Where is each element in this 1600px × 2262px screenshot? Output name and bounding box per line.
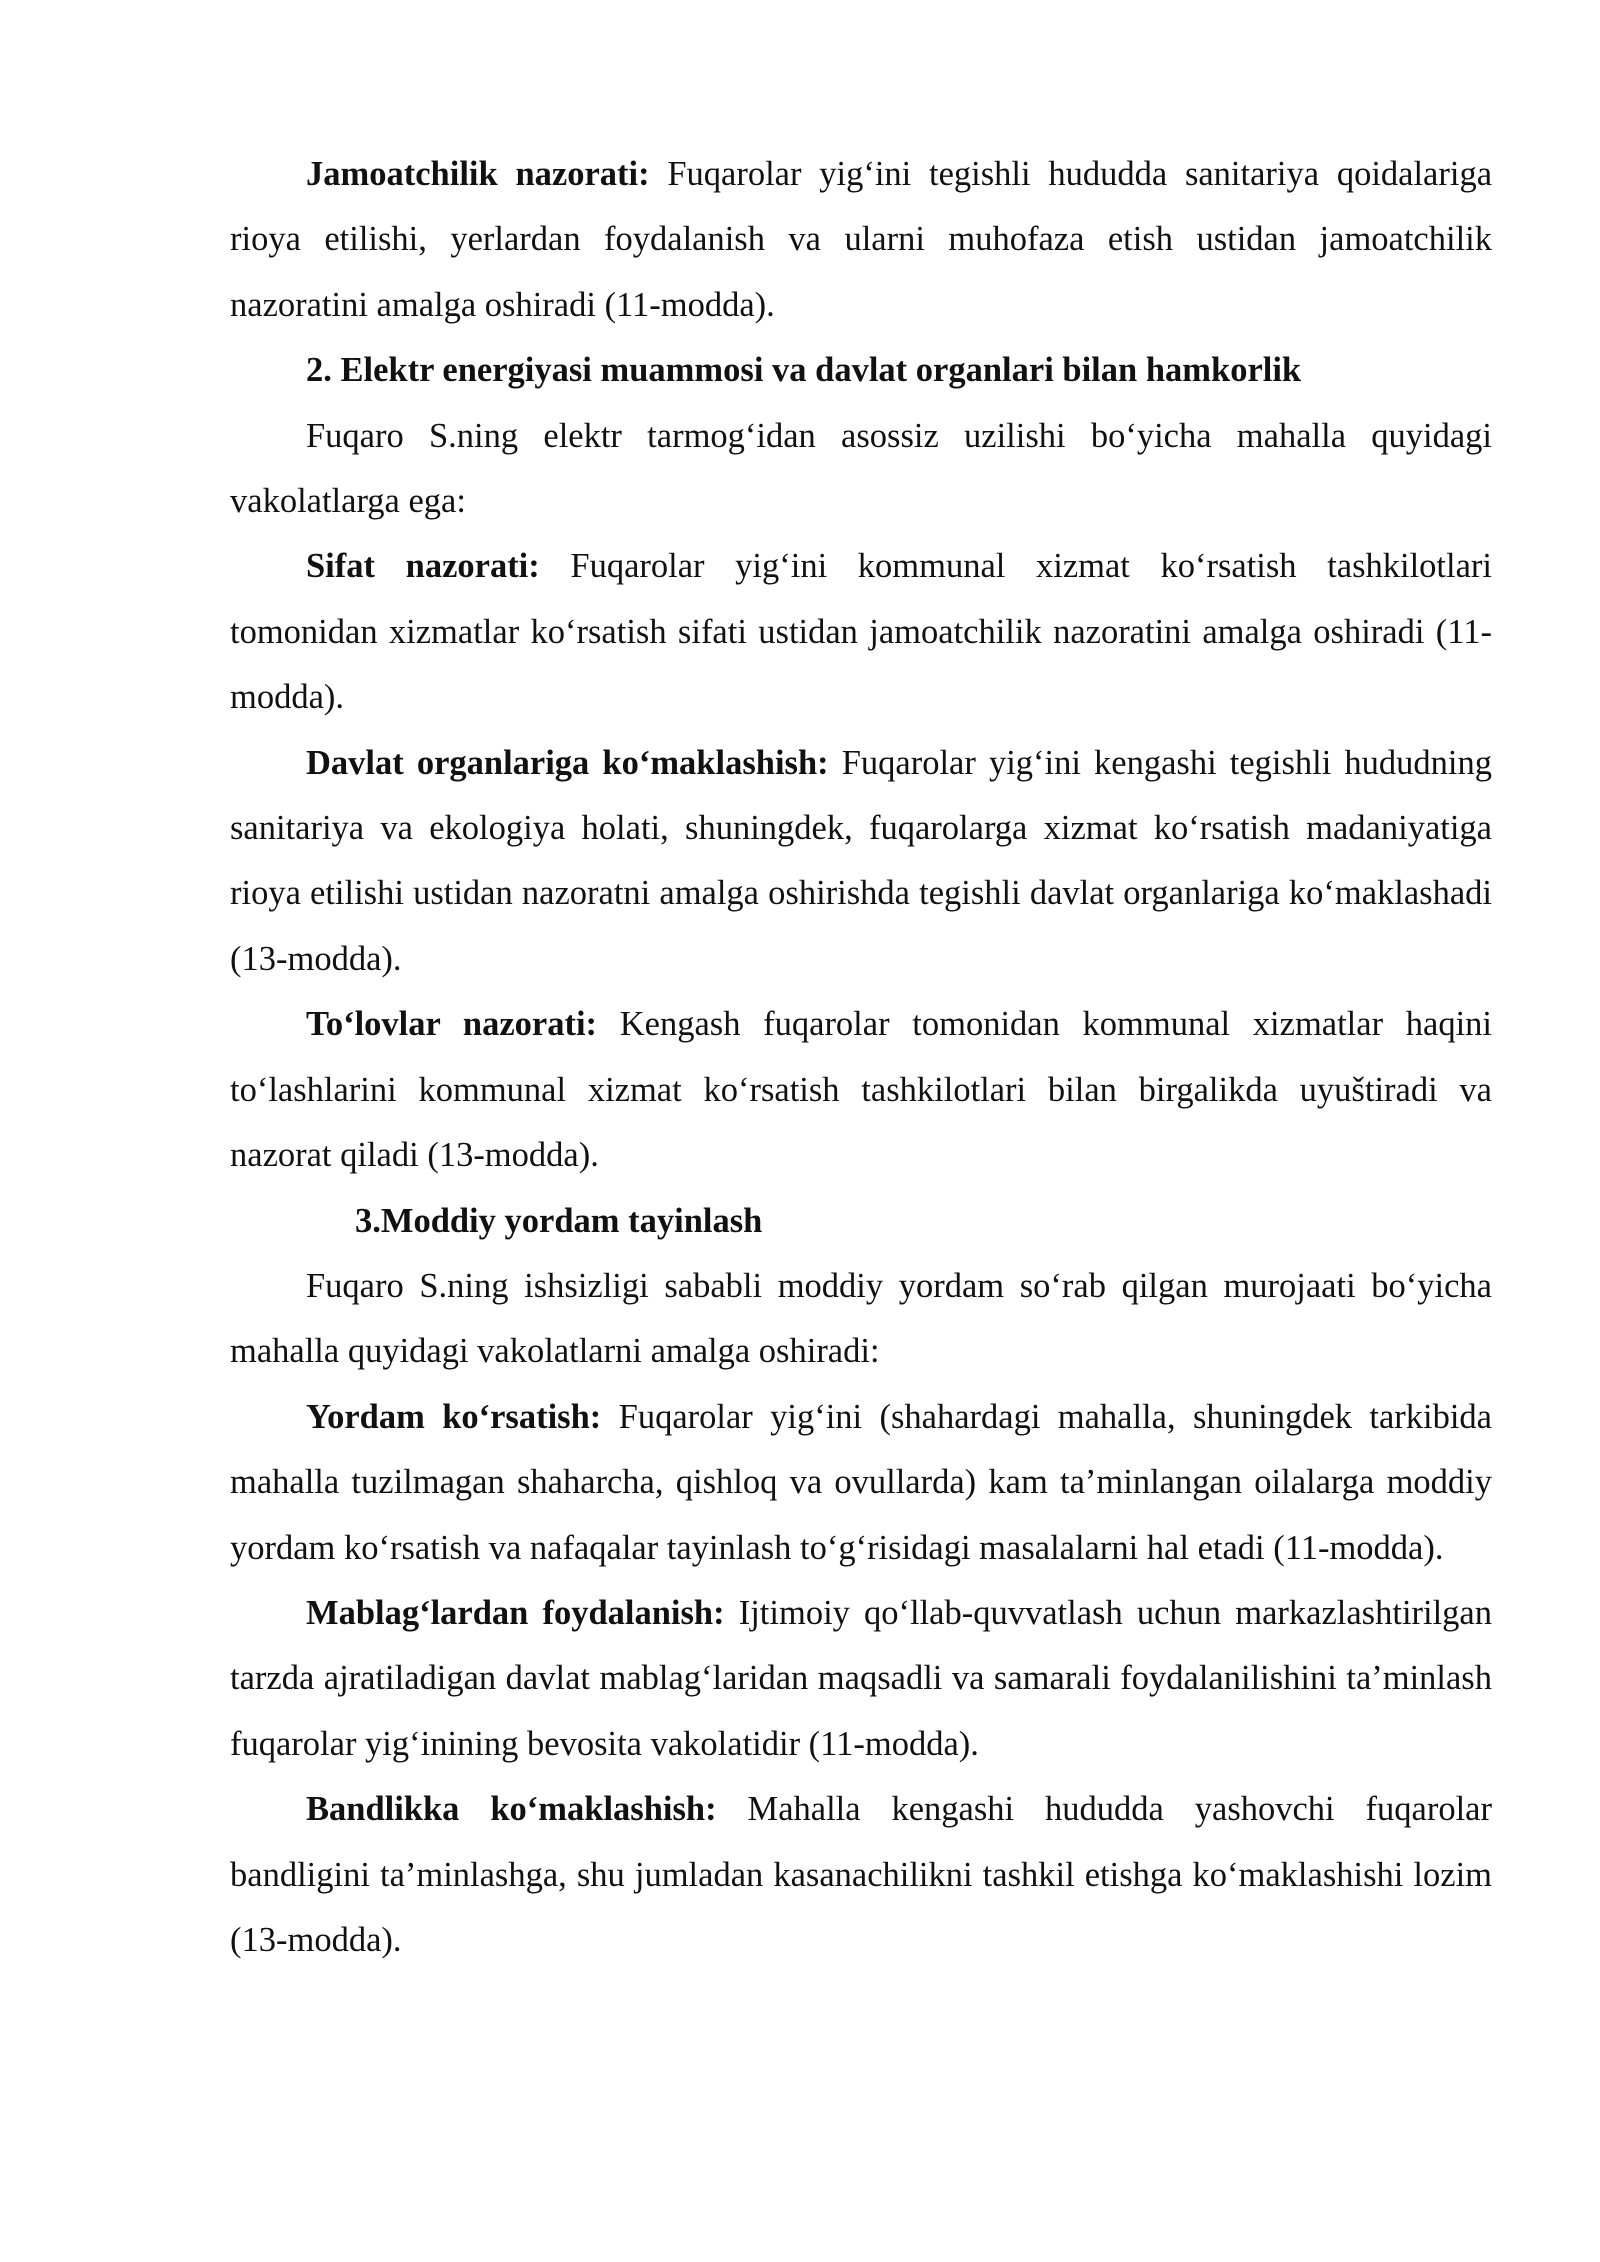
paragraph-bandlikka-komaklashish xyxy=(230,1777,1492,1973)
paragraph-yordam-korsatish xyxy=(230,1385,1492,1581)
paragraph-term: Jamoatchilik nazorati: xyxy=(306,155,650,193)
paragraph-mablaglardan-foydalanish xyxy=(230,1581,1492,1777)
section-heading-2: 2. Elektr energiyasi muammosi va davlat organlari bilan hamkorlik xyxy=(306,351,1302,390)
paragraph-intro-unemployment xyxy=(230,1254,1536,1385)
paragraph-term: Mablag‘lardan foydalanish: xyxy=(306,1593,725,1632)
paragraph-tolovlar-nazorati xyxy=(230,992,1492,1188)
paragraph-text: Fuqarolar yig‘ini kommunal xizmat ko‘rsatish tashkilotlari tomonidan xizmatlar ko‘rsatish sifati ustidan jamoatchilik nazoratini amalga oshiradi (11-modda). xyxy=(230,547,1492,717)
paragraph-text: Ijtimoiy qo‘llab-quvvatlash uchun markazlashtirilgan tarzda ajratiladigan davlat mablag‘laridan maqsadli va samarali foydalanilishini ta’minlash fuqarolar yig‘inining bevosita vakolatidir (11-modda). xyxy=(230,1593,1492,1763)
paragraph-text: Mahalla kengashi hududda yashovchi fuqarolar bandligini ta’minlashga, shu jumladan kasanachilikni tashkil etishga ko‘maklashishi lozim (13-modda). xyxy=(230,1790,1492,1959)
paragraph-davlat-organlariga xyxy=(230,731,1492,993)
paragraph-text: Fuqarolar yig‘ini kengashi tegishli hududning sanitariya va ekologiya holati, shuningdek, fuqarolarga xizmat ko‘rsatish madaniyatiga rioya etilishi ustidan nazoratni amalga oshirishda tegishli davlat organlariga ko‘maklashadi (13-modda). xyxy=(230,743,1492,978)
paragraph-term: Yordam ko‘rsatish: xyxy=(306,1397,602,1436)
paragraph-term: To‘lovlar nazorati: xyxy=(306,1005,598,1044)
paragraph-text: Fuqarolar yig‘ini tegishli hududda sanitariya qoidalariga rioya etilishi, yerlardan foydalanish va ularni muhofaza etish ustidan jamoatchilik nazoratini amalga oshiradi (11-modda). xyxy=(230,155,1493,324)
paragraph-term: Davlat organlariga ko‘maklashish: xyxy=(306,743,829,782)
paragraph-text: Fuqaro S.ning elektr tarmog‘idan asossiz uzilishi bo‘yicha mahalla quyidagi vakolatlarga ega: xyxy=(230,416,1492,521)
section-heading-3: 3.Moddiy yordam tayinlash xyxy=(355,1201,763,1240)
paragraph-jamoatchilik-nazorati xyxy=(230,142,1492,338)
paragraph-text: Kengash fuqarolar tomonidan kommunal xizmatlar haqini to‘lashlarini kommunal xizmat ko‘rsatish tashkilotlari bilan birgalikda uyuštiradi va nazorat qiladi (13-modda). xyxy=(230,1005,1493,1175)
document-page xyxy=(230,142,1536,1973)
paragraph-text: Fuqaro S.ning ishsizligi sababli moddiy yordam so‘rab qilgan murojaati bo‘yicha mahalla quyidagi vakolatlarni amalga oshiradi: xyxy=(230,1266,1536,1371)
paragraph-sifat-nazorati xyxy=(230,534,1492,730)
paragraph-term: Sifat nazorati: xyxy=(306,547,540,586)
paragraph-term: Bandlikka ko‘maklashish: xyxy=(306,1790,717,1829)
paragraph-intro-electricity xyxy=(230,404,1492,535)
paragraph-text: Fuqarolar yig‘ini (shahardagi mahalla, shuningdek tarkibida mahalla tuzilmagan shaharcha, qishloq va ovullarda) kam ta’minlangan oilalarga moddiy yordam ko‘rsatish va nafaqalar tayinlash to‘g‘risidagi masalalarni hal etadi (11-modda). xyxy=(230,1397,1492,1567)
